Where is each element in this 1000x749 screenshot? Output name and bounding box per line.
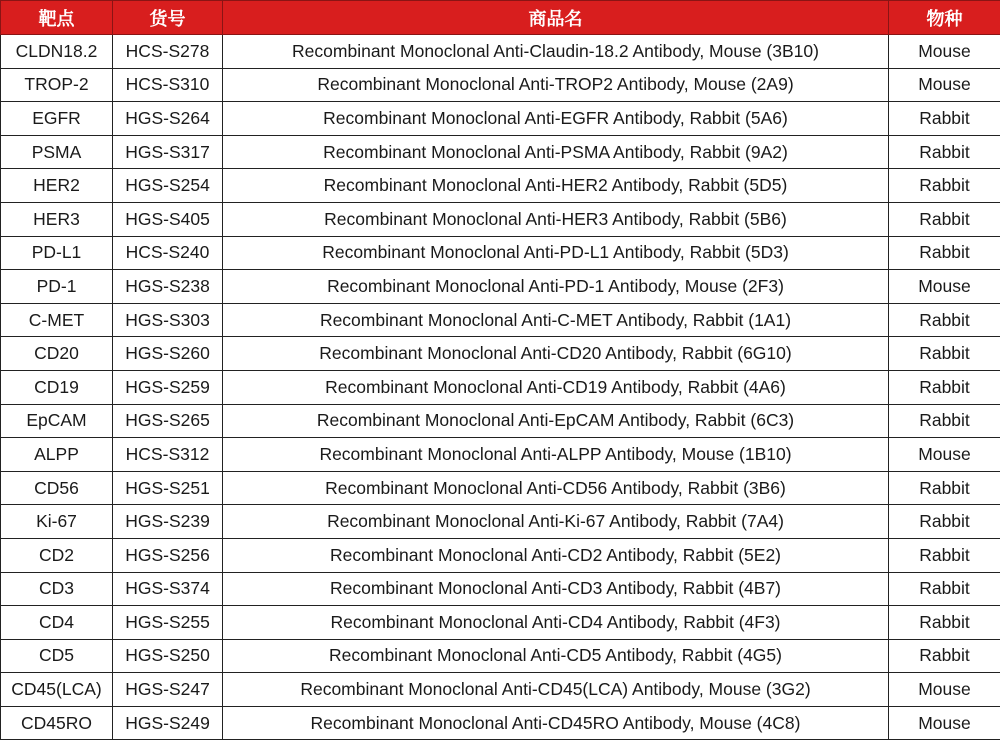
- cell-target: CD4: [1, 606, 113, 640]
- cell-species: Mouse: [889, 673, 1000, 707]
- cell-target: Ki-67: [1, 505, 113, 539]
- cell-species: Rabbit: [889, 370, 1000, 404]
- cell-product-name: Recombinant Monoclonal Anti-Claudin-18.2 Antibody, Mouse (3B10): [223, 35, 889, 69]
- cell-product-name: Recombinant Monoclonal Anti-C-MET Antibody, Rabbit (1A1): [223, 303, 889, 337]
- cell-target: HER3: [1, 202, 113, 236]
- cell-target: PSMA: [1, 135, 113, 169]
- cell-target: EpCAM: [1, 404, 113, 438]
- cell-target: PD-L1: [1, 236, 113, 270]
- table-row: [1, 471, 1000, 505]
- table-row: [1, 236, 1000, 270]
- cell-target: EGFR: [1, 102, 113, 136]
- cell-catalog-number: HGS-S249: [113, 706, 223, 740]
- table-body: [1, 35, 1000, 740]
- table-header: [1, 1, 1000, 35]
- cell-species: Rabbit: [889, 236, 1000, 270]
- cell-catalog-number: HCS-S310: [113, 68, 223, 102]
- table-row: [1, 572, 1000, 606]
- cell-target: CD20: [1, 337, 113, 371]
- cell-catalog-number: HGS-S405: [113, 202, 223, 236]
- cell-product-name: Recombinant Monoclonal Anti-PSMA Antibody, Rabbit (9A2): [223, 135, 889, 169]
- cell-product-name: Recombinant Monoclonal Anti-CD5 Antibody, Rabbit (4G5): [223, 639, 889, 673]
- table-row: [1, 606, 1000, 640]
- cell-species: Mouse: [889, 706, 1000, 740]
- cell-catalog-number: HGS-S260: [113, 337, 223, 371]
- cell-catalog-number: HGS-S255: [113, 606, 223, 640]
- cell-catalog-number: HGS-S265: [113, 404, 223, 438]
- cell-catalog-number: HGS-S303: [113, 303, 223, 337]
- cell-species: Rabbit: [889, 303, 1000, 337]
- cell-catalog-number: HCS-S312: [113, 438, 223, 472]
- cell-catalog-number: HGS-S264: [113, 102, 223, 136]
- cell-target: PD-1: [1, 270, 113, 304]
- cell-species: Rabbit: [889, 505, 1000, 539]
- cell-species: Rabbit: [889, 337, 1000, 371]
- cell-target: CD5: [1, 639, 113, 673]
- table-row: [1, 303, 1000, 337]
- table-row: [1, 505, 1000, 539]
- cell-target: CD2: [1, 538, 113, 572]
- table-row: [1, 538, 1000, 572]
- table-row: [1, 673, 1000, 707]
- cell-product-name: Recombinant Monoclonal Anti-CD3 Antibody, Rabbit (4B7): [223, 572, 889, 606]
- cell-catalog-number: HGS-S250: [113, 639, 223, 673]
- cell-target: CD19: [1, 370, 113, 404]
- cell-target: C-MET: [1, 303, 113, 337]
- cell-product-name: Recombinant Monoclonal Anti-CD45RO Antibody, Mouse (4C8): [223, 706, 889, 740]
- table-row: [1, 102, 1000, 136]
- cell-product-name: Recombinant Monoclonal Anti-HER3 Antibody, Rabbit (5B6): [223, 202, 889, 236]
- cell-product-name: Recombinant Monoclonal Anti-CD56 Antibody, Rabbit (3B6): [223, 471, 889, 505]
- table-row: [1, 68, 1000, 102]
- cell-catalog-number: HGS-S247: [113, 673, 223, 707]
- header-product-name: 商品名: [223, 1, 889, 35]
- cell-product-name: Recombinant Monoclonal Anti-HER2 Antibody, Rabbit (5D5): [223, 169, 889, 203]
- table-row: [1, 135, 1000, 169]
- cell-species: Rabbit: [889, 572, 1000, 606]
- table-row: [1, 370, 1000, 404]
- cell-product-name: Recombinant Monoclonal Anti-EpCAM Antibody, Rabbit (6C3): [223, 404, 889, 438]
- table-row: [1, 169, 1000, 203]
- header-species: 物种: [889, 1, 1000, 35]
- cell-species: Rabbit: [889, 639, 1000, 673]
- cell-catalog-number: HGS-S317: [113, 135, 223, 169]
- cell-species: Rabbit: [889, 404, 1000, 438]
- cell-product-name: Recombinant Monoclonal Anti-CD45(LCA) Antibody, Mouse (3G2): [223, 673, 889, 707]
- cell-species: Mouse: [889, 270, 1000, 304]
- cell-catalog-number: HCS-S240: [113, 236, 223, 270]
- cell-product-name: Recombinant Monoclonal Anti-CD2 Antibody, Rabbit (5E2): [223, 538, 889, 572]
- cell-species: Rabbit: [889, 471, 1000, 505]
- cell-target: CLDN18.2: [1, 35, 113, 69]
- table-row: [1, 706, 1000, 740]
- cell-catalog-number: HGS-S254: [113, 169, 223, 203]
- cell-target: CD3: [1, 572, 113, 606]
- cell-product-name: Recombinant Monoclonal Anti-TROP2 Antibody, Mouse (2A9): [223, 68, 889, 102]
- cell-species: Rabbit: [889, 169, 1000, 203]
- cell-species: Rabbit: [889, 102, 1000, 136]
- cell-target: CD45(LCA): [1, 673, 113, 707]
- table-row: [1, 337, 1000, 371]
- cell-target: ALPP: [1, 438, 113, 472]
- cell-target: CD45RO: [1, 706, 113, 740]
- header-target: 靶点: [1, 1, 113, 35]
- cell-product-name: Recombinant Monoclonal Anti-ALPP Antibody, Mouse (1B10): [223, 438, 889, 472]
- cell-product-name: Recombinant Monoclonal Anti-PD-1 Antibody, Mouse (2F3): [223, 270, 889, 304]
- table-row: [1, 404, 1000, 438]
- cell-product-name: Recombinant Monoclonal Anti-EGFR Antibody, Rabbit (5A6): [223, 102, 889, 136]
- cell-product-name: Recombinant Monoclonal Anti-CD4 Antibody, Rabbit (4F3): [223, 606, 889, 640]
- cell-product-name: Recombinant Monoclonal Anti-Ki-67 Antibody, Rabbit (7A4): [223, 505, 889, 539]
- table-row: [1, 438, 1000, 472]
- table-row: [1, 202, 1000, 236]
- table-row: [1, 35, 1000, 69]
- cell-target: TROP-2: [1, 68, 113, 102]
- cell-target: CD56: [1, 471, 113, 505]
- cell-species: Rabbit: [889, 606, 1000, 640]
- cell-species: Rabbit: [889, 202, 1000, 236]
- cell-species: Rabbit: [889, 538, 1000, 572]
- cell-species: Mouse: [889, 438, 1000, 472]
- cell-catalog-number: HCS-S278: [113, 35, 223, 69]
- cell-catalog-number: HGS-S251: [113, 471, 223, 505]
- table-row: [1, 270, 1000, 304]
- header-catalog-number: 货号: [113, 1, 223, 35]
- cell-catalog-number: HGS-S256: [113, 538, 223, 572]
- cell-product-name: Recombinant Monoclonal Anti-CD19 Antibody, Rabbit (4A6): [223, 370, 889, 404]
- table-row: [1, 639, 1000, 673]
- cell-target: HER2: [1, 169, 113, 203]
- cell-catalog-number: HGS-S238: [113, 270, 223, 304]
- cell-catalog-number: HGS-S259: [113, 370, 223, 404]
- cell-catalog-number: HGS-S374: [113, 572, 223, 606]
- cell-product-name: Recombinant Monoclonal Anti-PD-L1 Antibody, Rabbit (5D3): [223, 236, 889, 270]
- cell-catalog-number: HGS-S239: [113, 505, 223, 539]
- cell-species: Rabbit: [889, 135, 1000, 169]
- cell-product-name: Recombinant Monoclonal Anti-CD20 Antibody, Rabbit (6G10): [223, 337, 889, 371]
- header-row: [1, 1, 1000, 35]
- cell-species: Mouse: [889, 68, 1000, 102]
- cell-species: Mouse: [889, 35, 1000, 69]
